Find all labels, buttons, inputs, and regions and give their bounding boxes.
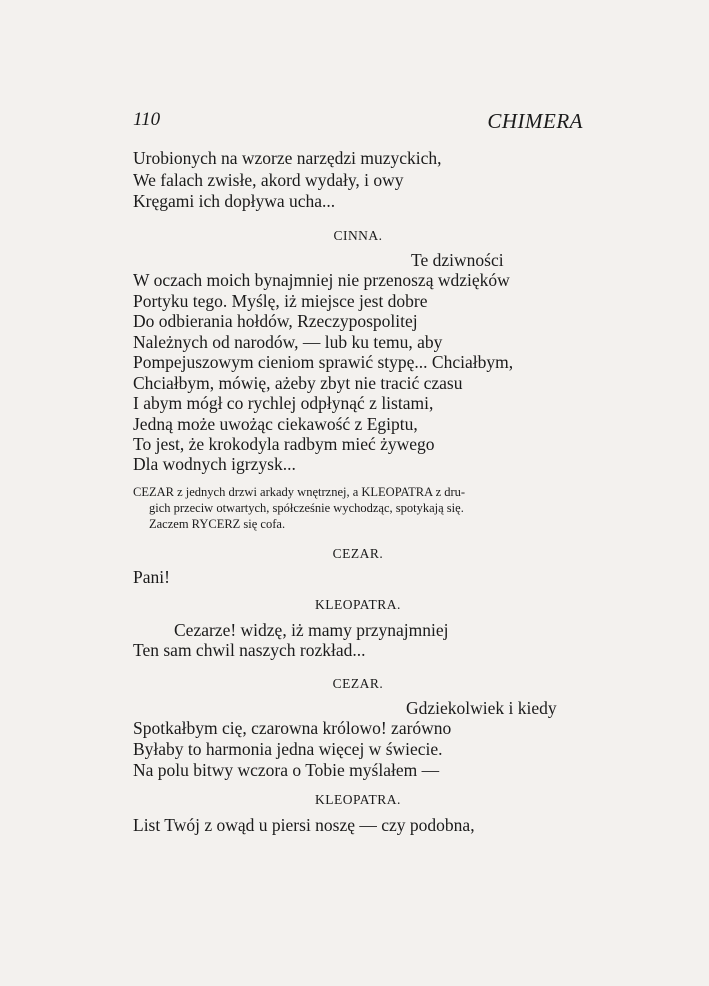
verse-line: Na polu bitwy wczora o Tobie myślałem — (133, 760, 440, 780)
verse-line: Dla wodnych igrzysk... (133, 454, 296, 474)
speaker-name: KLEOPATRA. (315, 792, 401, 807)
verse-line: W oczach moich bynajmniej nie przenoszą wdzięków (133, 270, 510, 290)
stage-direction-line: Zaczem RYCERZ się cofa. (149, 517, 286, 531)
verse-line: We falach zwisłe, akord wydały, i owy (133, 170, 404, 190)
verse-line: Należnych od narodów, — lub ku temu, aby (133, 332, 443, 352)
verse-line: Gdziekolwiek i kiedy (406, 698, 557, 718)
stage-direction-line: gich przeciw otwartych, spółcześnie wychodząc, spotykają się. (149, 501, 464, 515)
verse-line: Jedną może uwożąc ciekawość z Egiptu, (133, 414, 418, 434)
verse-line: Ten sam chwil naszych rozkład... (133, 640, 366, 660)
speaker-name: KLEOPATRA. (315, 597, 401, 612)
verse-line: Pani! (133, 567, 170, 587)
speaker-name: CINNA. (333, 228, 383, 243)
speaker-name: CEZAR. (332, 676, 384, 691)
verse-line: Do odbierania hołdów, Rzeczypospolitej (133, 311, 418, 331)
verse-line: Urobionych na wzorze narzędzi muzyckich, (133, 148, 442, 168)
page-header (133, 109, 583, 137)
verse-line: Chciałbym, mówię, ażeby zbyt nie tracić czasu (133, 373, 463, 393)
verse-line: I abym mógł co rychlej odpłynąć z listami, (133, 393, 434, 413)
speaker-name: CEZAR. (332, 546, 384, 561)
verse-line: Te dziwności (411, 250, 504, 270)
stage-direction-line: CEZAR z jednych drzwi arkady wnętrznej, a KLEOPATRA z dru- (133, 485, 466, 499)
verse-line: Pompejuszowym cieniom sprawić stypę... Chciałbym, (133, 352, 514, 372)
verse-line: Cezarze! widzę, iż mamy przynajmniej (174, 620, 449, 640)
verse-line: Kręgami ich dopływa ucha... (133, 191, 336, 211)
verse-line: Spotkałbym cię, czarowna królowo! zarówno (133, 718, 452, 738)
verse-line: Portyku tego. Myślę, iż miejsce jest dobre (133, 291, 428, 311)
verse-line: Byłaby to harmonia jedna więcej w świecie. (133, 739, 443, 759)
verse-line: To jest, że krokodyla radbym mieć żywego (133, 434, 435, 454)
verse-line: List Twój z owąd u piersi noszę — czy podobna, (133, 815, 475, 835)
stage-direction (133, 484, 583, 532)
page-number: 110 (133, 109, 161, 130)
running-title: CHIMERA (487, 109, 583, 133)
